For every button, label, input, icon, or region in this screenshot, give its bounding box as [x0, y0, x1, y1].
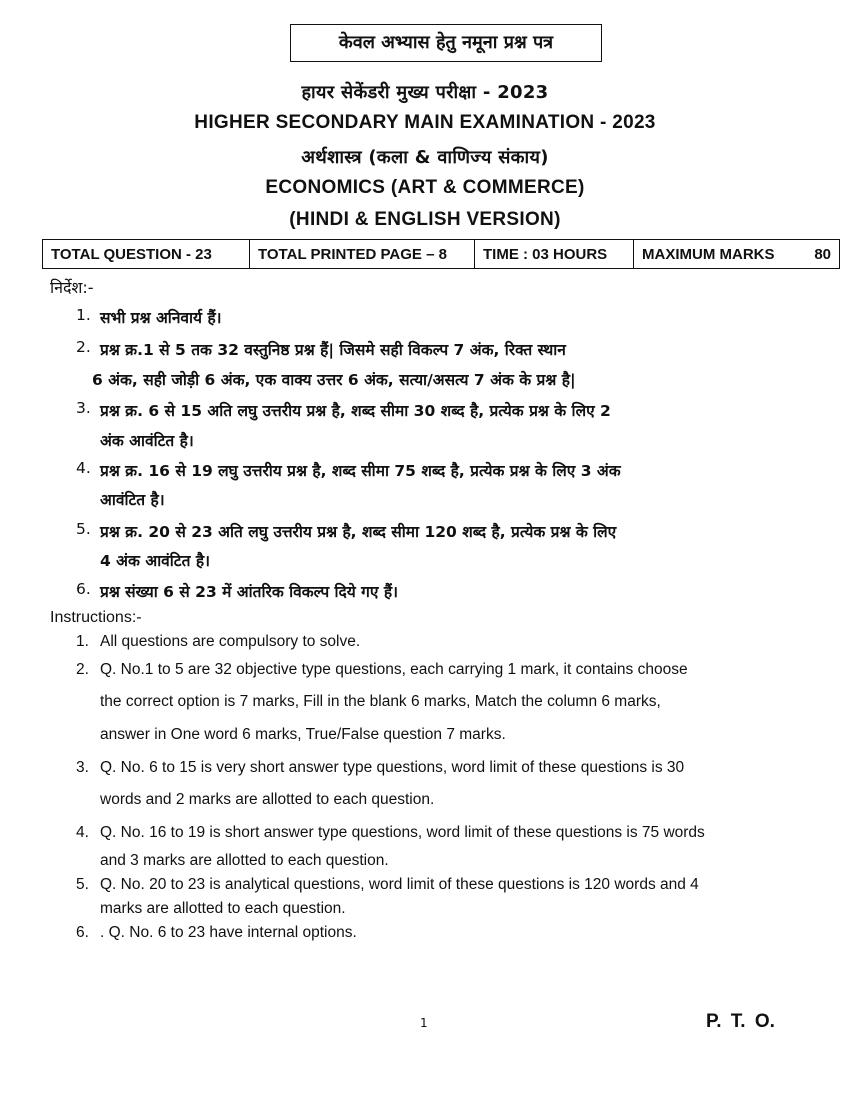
hindi-exam-title: हायर सेकेंडरी मुख्य परीक्षा - 2023: [301, 82, 549, 103]
time-cell: TIME : 03 HOURS: [475, 240, 634, 269]
item-number: 5.: [76, 520, 91, 538]
item-text: प्रश्न संख्या 6 से 23 में आंतरिक विकल्प दिये गए हैं।: [100, 583, 398, 601]
item-text: प्रश्न क्र. 20 से 23 अति लघु उत्तरीय प्रश्न है, शब्द सीमा 120 शब्द है, प्रत्येक प्रश्न के लिए: [100, 523, 617, 541]
item-text: answer in One word 6 marks, True/False question 7 marks.: [100, 726, 506, 743]
total-pages-cell: TOTAL PRINTED PAGE – 8: [250, 240, 475, 269]
language-version: (HINDI & ENGLISH VERSION): [289, 209, 561, 230]
english-exam-title: HIGHER SECONDARY MAIN EXAMINATION - 2023: [194, 112, 656, 133]
item-number: 3.: [76, 759, 89, 776]
item-number: 6.: [76, 924, 89, 941]
item-text: अंक आवंटित है।: [100, 432, 194, 450]
item-text: Q. No. 6 to 15 is very short answer type questions, word limit of these questions is 30: [100, 759, 685, 776]
max-marks-label: MAXIMUM MARKS: [642, 245, 775, 263]
item-number: 1.: [76, 306, 91, 324]
exam-info-table: [42, 239, 840, 269]
item-text: marks are allotted to each question.: [100, 900, 346, 917]
item-number: 1.: [76, 633, 89, 650]
total-question-cell: TOTAL QUESTION - 23: [43, 240, 250, 269]
item-text: . Q. No. 6 to 23 have internal options.: [100, 924, 357, 941]
item-text: प्रश्न क्र. 16 से 19 लघु उत्तरीय प्रश्न है, शब्द सीमा 75 शब्द है, प्रत्येक प्रश्न के लिए 3 अंक: [100, 462, 621, 480]
item-text: and 3 marks are allotted to each question.: [100, 852, 389, 869]
item-number: 2.: [76, 338, 91, 356]
item-text: words and 2 marks are allotted to each question.: [100, 791, 435, 808]
item-text: Q. No. 20 to 23 is analytical questions, word limit of these questions is 120 words and 4: [100, 876, 699, 893]
item-text: 4 अंक आवंटित है।: [100, 552, 210, 570]
item-text: Q. No. 16 to 19 is short answer type questions, word limit of these questions is 75 words: [100, 824, 705, 841]
item-text: प्रश्न क्र. 6 से 15 अति लघु उत्तरीय प्रश्न है, शब्द सीमा 30 शब्द है, प्रत्येक प्रश्न के लिए 2: [100, 402, 611, 420]
sample-paper-label: केवल अभ्यास हेतु नमूना प्रश्न पत्र: [290, 24, 602, 62]
item-number: 4.: [76, 459, 91, 477]
hindi-instructions-title: निर्देश:-: [50, 278, 94, 297]
item-text: प्रश्न क्र.1 से 5 तक 32 वस्तुनिष्ठ प्रश्न हैं| जिसमे सही विकल्प 7 अंक, रिक्त स्थान: [100, 341, 566, 359]
item-text: आवंटित है।: [100, 491, 165, 509]
item-text: All questions are compulsory to solve.: [100, 633, 361, 650]
item-number: 3.: [76, 399, 91, 417]
item-text: सभी प्रश्न अनिवार्य हैं।: [100, 309, 222, 327]
page-number: 1: [420, 1016, 428, 1030]
hindi-subject: अर्थशास्त्र (कला & वाणिज्य संकाय): [301, 147, 549, 168]
pto-label: P. T. O.: [706, 1011, 775, 1032]
english-instructions-title: Instructions:-: [50, 609, 142, 626]
item-number: 5.: [76, 876, 89, 893]
item-text: the correct option is 7 marks, Fill in the blank 6 marks, Match the column 6 marks,: [100, 693, 661, 710]
english-subject: ECONOMICS (ART & COMMERCE): [265, 177, 585, 198]
item-number: 6.: [76, 580, 91, 598]
item-number: 2.: [76, 661, 89, 678]
item-text: 6 अंक, सही जोड़ी 6 अंक, एक वाक्य उत्तर 6 अंक, सत्या/असत्य 7 अंक के प्रश्न है|: [92, 371, 576, 389]
max-marks-value: 80: [814, 245, 831, 263]
max-marks-cell: [634, 240, 840, 269]
item-number: 4.: [76, 824, 89, 841]
item-text: Q. No.1 to 5 are 32 objective type questions, each carrying 1 mark, it contains choose: [100, 661, 688, 678]
